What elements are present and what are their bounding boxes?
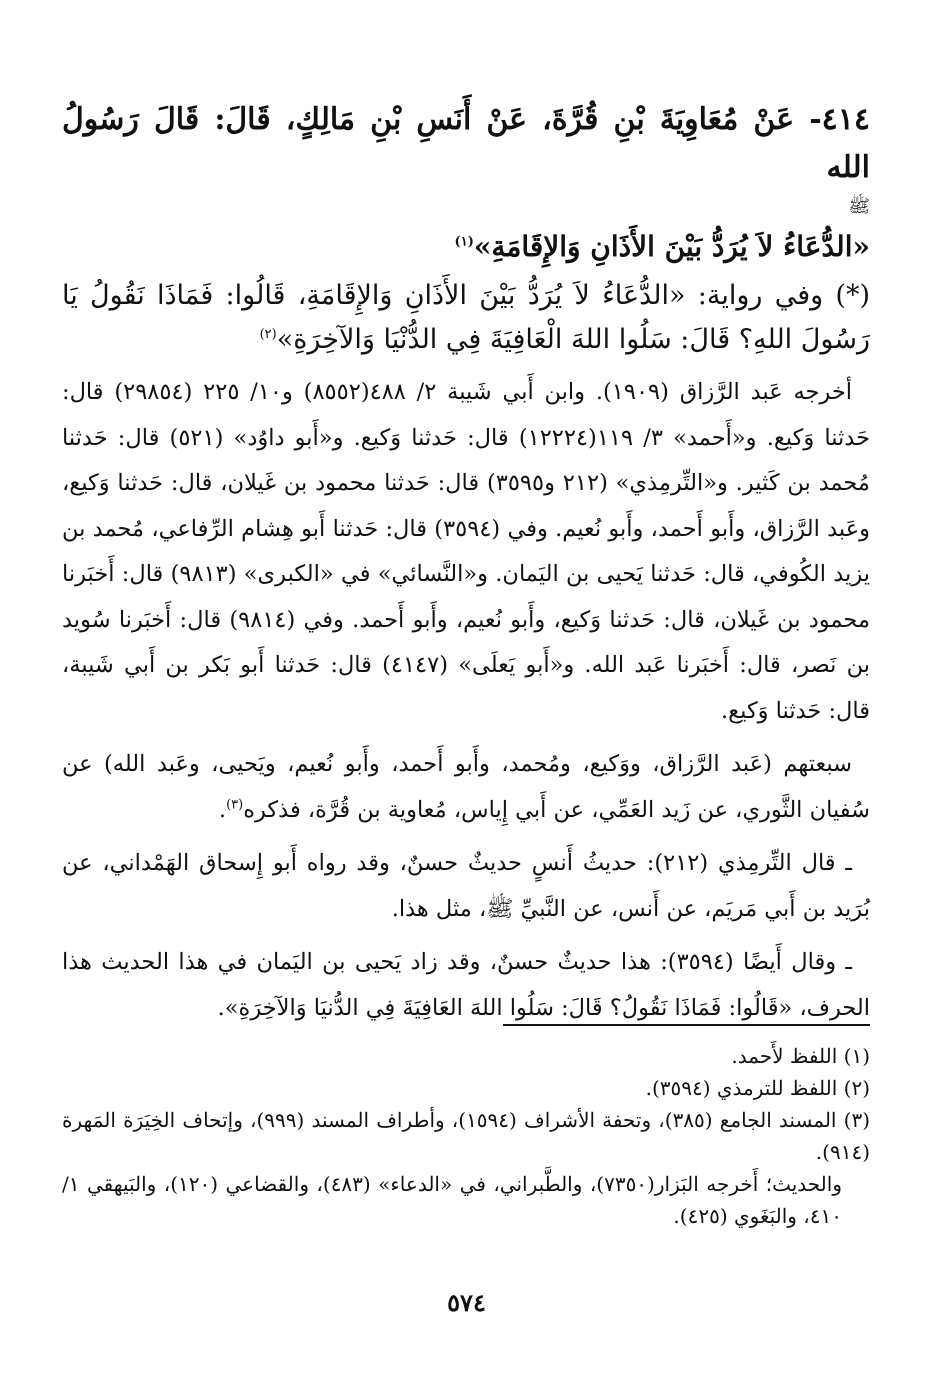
takhrij-paragraph-3: ـ قال التِّرمِذي (٢١٢): حديثُ أَنسٍ حديثٌ حسنٌ، وقد رواه أَبو إِسحاق الهَمْداني، عن بُرَيد بن أَبي مَريَم، عن أَنس، عن النَّبيِّ ﷺ، مثل هذا. — [62, 850, 870, 922]
hadith-matn-text: «الدُّعَاءُ لاَ يُرَدُّ بَيْنَ الأَذَانِ وَالإِقَامَةِ» — [473, 230, 870, 263]
hadith-riwaya-text: (*) وفي رواية: «الدُّعَاءُ لاَ يُرَدُّ بَيْنَ الأَذَانِ وَالإِقَامَةِ، قَالُوا: فَمَاذَا نَقُولُ يَا رَسُولَ اللهِ؟ قَالَ: سَلُوا اللهَ الْعَافِيَةَ فِي الدُّنْيَا وَالآخِرَةِ» — [62, 280, 870, 355]
footnotes — [62, 1040, 870, 1232]
footnote-2: (٢) اللفظ للترمذي (٣٥٩٤). — [645, 1076, 870, 1100]
footnote-ref-2: (٢) — [259, 327, 277, 342]
takhrij-paragraph-4: ـ وقال أَيضًا (٣٥٩٤): هذا حديثٌ حسنٌ، وقد زاد يَحيى بن اليَمان في هذا الحديث هذا الحرف، «قَالُوا: فَمَاذَا نَقُولُ؟ قَالَ: سَلُوا اللهَ العَافِيَةَ فِي الدُّنيَا وَالآخِرَةِ». — [62, 949, 870, 1021]
page-number: ٥٧٤ — [447, 1288, 486, 1317]
hadith-matn — [62, 224, 870, 270]
footnote-1: (١) اللفظ لأَحمد. — [731, 1044, 870, 1068]
hadith-isnad-text: ٤١٤- عَنْ مُعَاوِيَةَ بْنِ قُرَّةَ، عَنْ أَنَسِ بْنِ مَالِكٍ، قَالَ: قَالَ رَسُولُ الله — [62, 102, 870, 185]
hadith-isnad — [62, 96, 870, 220]
footnote-3-continuation: والحديث؛ أَخرجه البَزار(٧٣٥٠)، والطَّبراني، في «الدعاء» (٤٨٣)، والقضاعي (١٢٠)، والبَيهقي ١/ ٤١٠، والبَغَوي (٤٢٥). — [62, 1172, 842, 1228]
footnote-divider — [503, 1024, 870, 1026]
footnote-ref-1: (١) — [454, 234, 474, 250]
main-text — [62, 96, 870, 1031]
takhrij-paragraph-1: أخرجه عَبد الرَّزاق (١٩٠٩). وابن أَبي شَيبة ٢/ ٤٨٨(٨٥٥٢) و١٠/ ٢٢٥ (٢٩٨٥٤) قال: حَدثنا وَكيع. و«أَحمد» ٣/ ١١٩(١٢٢٢٤) قال: حَدثنا وَكيع. و«أَبو داوُد» (٥٢١) قال: حَدثنا مُحمد بن كَثير. و«التِّرمِذي» (٢١٢ و٣٥٩٥) قال: حَدثنا محمود بن غَيلان، قال: حَدثنا وَكيع، وعَبد الرَّزاق، وأَبو أَحمد، وأَبو نُعيم. وفي (٣٥٩٤) قال: حَدثنا أَبو هِشام الرِّفاعي، مُحمد بن يزيد الكُوفي، قال: حَدثنا يَحيى بن اليَمان. و«النَّسائي» في «الكبرى» (٩٨١٣) قال: أَخبَرنا محمود بن غَيلان، قال: حَدثنا وَكيع، وأَبو نُعيم، وأَبو أَحمد. وفي (٩٨١٤) قال: أَخبَرنا سُويد بن نَصر، قال: أَخبَرنا عَبد الله. و«أَبو يَعلَى» (٤١٤٧) قال: حَدثنا أَبو بَكر بن أَبي شَيبة، قال: حَدثنا وَكيع. — [62, 379, 871, 724]
footnote-ref-3: (٣) — [226, 797, 244, 812]
salutation-glyph: ﷺ — [848, 196, 870, 217]
footnote-3: (٣) المسند الجامع (٣٨٥)، وتحفة الأشراف (١٥٩٤)، وأطراف المسند (٩٩٩)، وإتحاف الخِيَرَة المَهرة (٩١٤). — [62, 1108, 871, 1164]
hadith-riwaya — [62, 274, 870, 362]
takhrij-paragraph-2: سبعتهم (عَبد الرَّزاق، ووَكيع، ومُحمد، وأَبو أَحمد، وأَبو نُعيم، ويَحيى، وعَبد الله) عن سُفيان الثَّوري، عن زَيد العَمِّي، عن أَبي إِياس، مُعاوية بن قُرَّة، فذكره$^{(٣)}$. — [62, 751, 870, 823]
takhrij-paragraph-2-text: سبعتهم (عَبد الرَّزاق، ووَكيع، ومُحمد، وأَبو أَحمد، وأَبو نُعيم، ويَحيى، وعَبد الله) عن سُفيان الثَّوري، عن زَيد العَمِّي، عن أَبي إِياس، مُعاوية بن قُرَّة، فذكره — [62, 751, 870, 823]
